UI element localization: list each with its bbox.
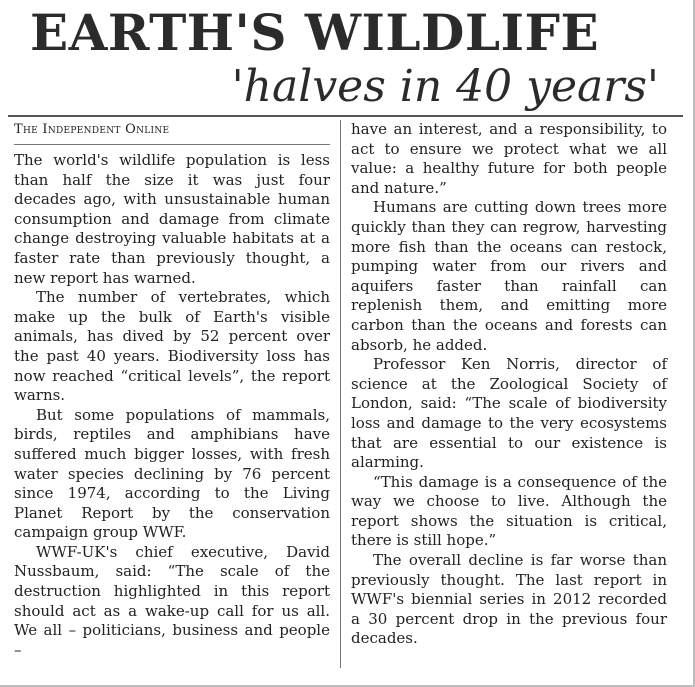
subheadline: 'halves in 40 years' — [231, 61, 659, 112]
source-credit: The Independent Online — [14, 120, 330, 145]
right-column — [351, 120, 667, 649]
paragraph: WWF-UK's chief executive, David Nussbaum, said: “The scale of the destruction highlighted in this report should act as a wake-up call for us all. We all – politicians, business and people – — [14, 542, 330, 659]
paragraph: Professor Ken Norris, director of science at the Zoological Society of London, said: “The scale of biodiversity loss and damage to the very ecosystems that are essential to our existence is alarming. — [351, 355, 667, 472]
paragraph: “This damage is a consequence of the way we choose to live. Although the report shows the situation is critical, there is still hope.” — [351, 472, 667, 550]
headline: EARTH'S WILDLIFE — [30, 3, 600, 62]
left-column — [14, 120, 330, 660]
paragraph: The world's wildlife population is less than half the size it was just four decades ago, with unsustainable human consumption and damage from climate change destroying valuable habitats at a faster rate than previously thought, a new report has warned. — [14, 151, 330, 287]
paragraph: But some populations of mammals, birds, reptiles and amphibians have suffered much bigger losses, with fresh water species declining by 76 percent since 1974, according to the Living Planet Report by the conservation campaign group WWF. — [14, 405, 330, 542]
headline-rule — [8, 115, 683, 117]
column-divider — [340, 120, 341, 668]
paragraph: have an interest, and a responsibility, to act to ensure we protect what we all value: a healthy future for both people and nature.” — [351, 120, 667, 197]
paragraph: The overall decline is far worse than previously thought. The last report in WWF's biennial series in 2012 recorded a 30 percent drop in the previous four decades. — [351, 551, 667, 648]
paragraph: Humans are cutting down trees more quickly than they can regrow, harvesting more fish than the oceans can restock, pumping water from our rivers and aquifers faster than rainfall can replenish them, and emitting more carbon than the oceans and forests can absorb, he added. — [351, 198, 667, 354]
paragraph: The number of vertebrates, which make up the bulk of Earth's visible animals, has dived by 52 percent over the past 40 years. Biodiversity loss has now reached “critical levels”, the report warns. — [14, 288, 330, 405]
